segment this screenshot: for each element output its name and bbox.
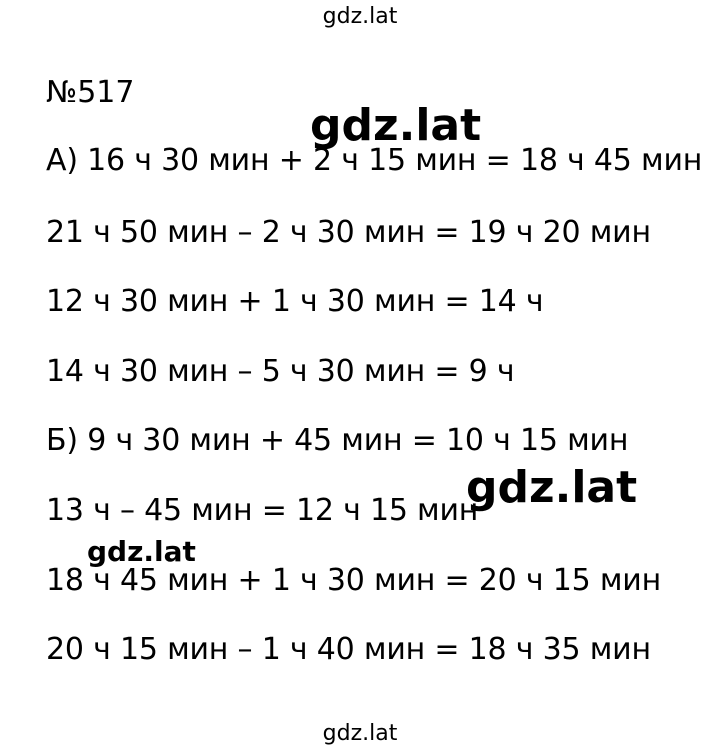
footer-site-label: gdz.lat (322, 721, 398, 746)
equation-line-b1: Б) 9 ч 30 мин + 45 мин = 10 ч 15 мин (46, 423, 629, 458)
watermark: gdz.lat (87, 535, 196, 568)
equation-line-b4: 20 ч 15 мин – 1 ч 40 мин = 18 ч 35 мин (46, 632, 651, 667)
watermark: gdz.lat (310, 100, 482, 151)
problem-number: №517 (46, 75, 135, 110)
equation-line-a3: 12 ч 30 мин + 1 ч 30 мин = 14 ч (46, 284, 544, 319)
equation-line-b3: 18 ч 45 мин + 1 ч 30 мин = 20 ч 15 мин (46, 563, 662, 598)
watermark: gdz.lat (466, 462, 638, 513)
equation-line-a1: А) 16 ч 30 мин + 2 ч 15 мин = 18 ч 45 мин (46, 143, 703, 178)
equation-line-a2: 21 ч 50 мин – 2 ч 30 мин = 19 ч 20 мин (46, 215, 651, 250)
equation-line-a4: 14 ч 30 мин – 5 ч 30 мин = 9 ч (46, 354, 515, 389)
header-site-label: gdz.lat (322, 4, 398, 29)
equation-line-b2: 13 ч – 45 мин = 12 ч 15 мин (46, 493, 479, 528)
